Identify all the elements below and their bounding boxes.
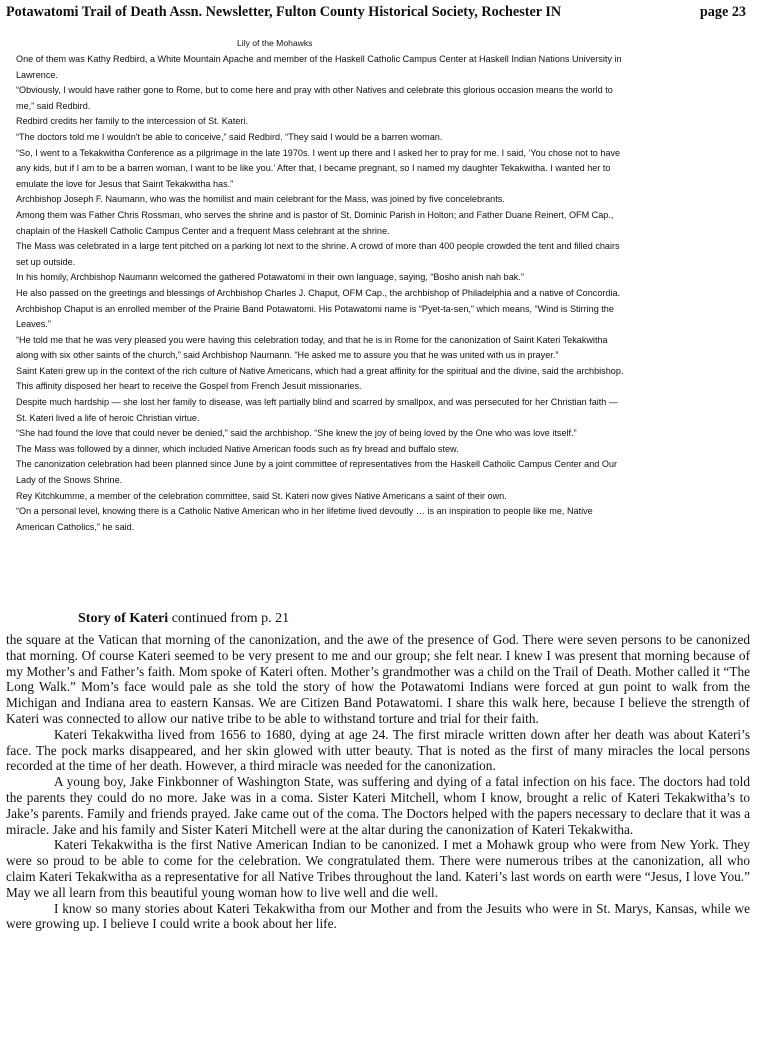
page-header (6, 4, 746, 24)
article-paragraph: Rey Kitchkumme, a member of the celebration committee, said St. Kateri now gives Native Americans a saint of their own. (16, 490, 507, 501)
story-heading-continuation: continued from p. 21 (168, 611, 290, 626)
article-paragraph: One of them was Kathy Redbird, a White Mountain Apache and member of the Haskell Catholic Campus Center at Haskell Indian Nations University in Lawrence. (16, 54, 622, 80)
article-paragraph: “So, I went to a Tekakwitha Conference as a pilgrimage in the late 1970s. I went up there and I asked her to pray for me. I said, ‘You chose not to have any kids, but if I am to be a barren woman, I want to be like you.’ After that, I became pregnant, so I named my daughter Tekakwitha. I wanted her to emulate the love for Jesus that Saint Tekakwitha has.” (16, 147, 621, 189)
article-paragraph: “He told me that he was very pleased you were having this celebration today, and that he is in Rome for the canonization of Saint Kateri Tekakwitha along with six other saints of the church,” said Archbishop Naumann. “He asked me to assure you that he was united with us in prayer.” (16, 334, 608, 361)
newsletter-title: Potawatomi Trail of Death Assn. Newsletter, Fulton County Historical Society, Rochester IN (6, 4, 562, 20)
article-paragraph: “Obviously, I would have rather gone to Rome, but to come here and pray with other Natives and celebrate this glorious occasion means the world to me,” said Redbird. (16, 85, 613, 111)
article-paragraph: Archbishop Chaput is an enrolled member of the Prairie Band Potawatomi. His Potawatomi name is “Pyet-ta-sen,” which means, “Wind is Stirring the Leaves.” (16, 303, 614, 330)
article-paragraph: The Mass was followed by a dinner, which included Native American foods such as fry bread and buffalo stew. (16, 443, 459, 454)
story-paragraph: Kateri Tekakwitha is the first Native American Indian to be canonized. I met a Mohawk group who were from New York. They were so proud to be able to come for the celebration. We congratulated them. There were numerous tribes at the canonization, all who claim Kateri Tekakwitha as a representative for all Native Tribes throughout the land. Kateri’s last words on earth were “Jesus, I love You.” May we all learn from this beautiful young woman how to live well and die well. (6, 837, 750, 900)
article-paragraph: “On a personal level, knowing there is a Catholic Native American who in her lifetime lived devoutly … is an inspiration to people like me, Native American Catholics,” he said. (16, 506, 593, 532)
article-paragraph: Saint Kateri grew up in the context of the rich culture of Native Americans, which had a great affinity for the spiritual and the divine, said the archbishop. This affinity disposed her heart to receive the Gospel from French Jesuit missionaries. (16, 365, 624, 392)
article-body (16, 52, 626, 535)
article-paragraph: The canonization celebration had been planned since June by a joint committee of representatives from the Haskell Catholic Campus Center and Our Lady of the Snows Shrine. (16, 459, 618, 486)
story-paragraph: A young boy, Jake Finkbonner of Washington State, was suffering and dying of a fatal infection on his face. The doctors had told the parents they could do no more. Jake was in a coma. Sister Kateri Mitchell, whom I know, brought a relic of Kateri Tekakwitha’s to Jake’s parents. Family and friends prayed. Jake came out of the coma. The Doctors helped with the papers necessary to declare that it was a miracle. Jake and his family and Sister Kateri Mitchell were at the altar during the canonization of Kateri Tekakwitha. (6, 774, 750, 837)
article-paragraph: Redbird credits her family to the intercession of St. Kateri. (16, 116, 248, 127)
article-paragraph: In his homily, Archbishop Naumann welcomed the gathered Potawatomi in their own language, saying, “Bosho anish nah bak.” (16, 272, 524, 283)
article-subtitle: Lily of the Mohawks (237, 38, 313, 48)
article-paragraph: Despite much hardship — she lost her family to disease, was left partially blind and scarred by smallpox, and was persecuted for her Christian faith — St. Kateri lived a life of heroic Christian virtue. (16, 397, 618, 423)
story-paragraph: Kateri Tekakwitha lived from 1656 to 1680, dying at age 24. The first miracle written down after her death was about Kateri’s face. The pock marks disappeared, and her skin glowed with utter beauty. That is noted as the first of many miracles the local persons recorded at the time of her death. However, a third miracle was needed for the canonization. (6, 726, 750, 774)
story-heading (78, 611, 289, 627)
page-number: page 23 (699, 4, 746, 20)
article-paragraph: He also passed on the greetings and blessings of Archbishop Charles J. Chaput, OFM Cap., the archbishop of Philadelphia and a native of Concordia. (16, 287, 621, 298)
story-heading-title: Story of Kateri (78, 611, 169, 626)
article-paragraph: “She had found the love that could never be denied,” said the archbishop. “She knew the joy of being loved by the One who was love itself.” (16, 428, 577, 439)
article-paragraph: The Mass was celebrated in a large tent pitched on a parking lot next to the shrine. A crowd of more than 400 people crowded the tent and filled chairs set up outside. (16, 241, 620, 267)
story-paragraph: I know so many stories about Kateri Tekakwitha from our Mother and from the Jesuits who were in St. Marys, Kansas, while we were growing up. I believe I could write a book about her life. (6, 900, 750, 932)
article-paragraph: “The doctors told me I wouldn't be able to conceive,” said Redbird. “They said I would be a barren woman. (16, 131, 443, 142)
story-paragraph: the square at the Vatican that morning of the canonization, and the awe of the presence of God. There were seven persons to be canonized that morning. Of course Kateri seemed to be very present to me and our group; she felt near. I knew I was present that morning because of my Mother’s and Father’s faith. Mom spoke of Kateri often. Mother’s grandmother was a child on the Trail of Death. Mother called it “The Long Walk.” Mom’s face would pale as she told the story of how the Potawatomi Indians were forced at gun point to walk from the Michigan and Indiana area to eastern Kansas. We are Citizen Band Potawatomi. I share this walk here, because I believe the strength of Kateri was connected to allow our native tribe to be able to withstand torture and trial for their faith. (6, 632, 750, 726)
story-body (6, 632, 750, 932)
article-paragraph: Among them was Father Chris Rossman, who serves the shrine and is pastor of St. Dominic Parish in Holton; and Father Duane Reinert, OFM Cap., chaplain of the Haskell Catholic Campus Center and a frequent Mass celebrant at the shrine. (16, 209, 614, 236)
article-paragraph: Archbishop Joseph F. Naumann, who was the homilist and main celebrant for the Mass, was joined by five concelebrants. (16, 194, 505, 205)
